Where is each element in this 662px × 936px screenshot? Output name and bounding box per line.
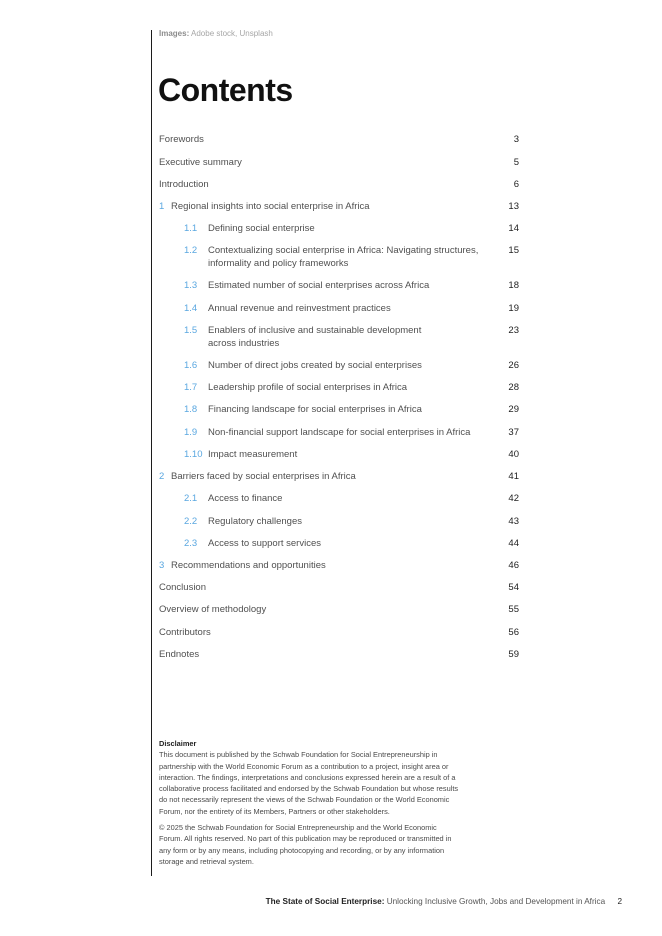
toc-page-number: 59 <box>508 649 519 660</box>
toc-page-number: 37 <box>508 427 519 438</box>
toc-page-number: 56 <box>508 627 519 638</box>
toc-item-1-10[interactable] <box>159 448 519 461</box>
toc-section-number: 1.7 <box>184 382 198 393</box>
toc-item-label: Estimated number of social enterprises across Africa <box>208 280 430 291</box>
toc-page-number: 14 <box>508 223 519 234</box>
toc-item-2-3[interactable] <box>159 537 519 550</box>
toc-item-1-8[interactable] <box>159 403 519 416</box>
page-footer <box>266 897 622 906</box>
disclaimer-body: This document is published by the Schwab Foundation for Social Entrepreneurship in partnership with the World Economic Forum as a contribution to a project, insight area or interaction. The findings, interpretations and conclusions expressed herein are a result of a collaborative process facilitated and endorsed by the Schwab Foundation but whose results do not necessarily represent the views of the Schwab Foundation or the World Economic Forum, nor the entirety of its Members, Partners or other stakeholders. <box>159 750 459 816</box>
toc-item-label: Number of direct jobs created by social enterprises <box>208 360 422 371</box>
toc-section-number: 1.6 <box>184 360 198 371</box>
toc-item-section-3[interactable] <box>159 559 519 572</box>
toc-page-number: 43 <box>508 516 519 527</box>
toc-item-label: Access to support services <box>208 538 321 549</box>
toc-item-methodology[interactable] <box>159 603 519 616</box>
toc-page-number: 44 <box>508 538 519 549</box>
toc-item-1-2[interactable] <box>159 244 519 270</box>
toc-item-label: Contextualizing social enterprise in Africa: Navigating structures, informality and policy frameworks <box>208 245 479 269</box>
toc-section-number: 2.3 <box>184 538 198 549</box>
toc-page-number: 13 <box>508 201 519 212</box>
left-rule <box>151 30 152 876</box>
toc-page-number: 26 <box>508 360 519 371</box>
toc-section-number: 1.9 <box>184 427 198 438</box>
toc-page-number: 6 <box>513 179 519 190</box>
toc-item-1-9[interactable] <box>159 426 519 439</box>
toc-section-number: 1 <box>159 201 165 212</box>
toc-page-number: 15 <box>508 245 519 256</box>
toc-page-number: 42 <box>508 493 519 504</box>
toc-item-forewords[interactable] <box>159 133 519 146</box>
toc-item-contributors[interactable] <box>159 626 519 639</box>
toc-item-1-1[interactable] <box>159 222 519 235</box>
toc-item-section-1[interactable] <box>159 200 519 213</box>
toc-section-number: 1.1 <box>184 223 198 234</box>
toc-page-number: 29 <box>508 404 519 415</box>
footer-page-number: 2 <box>617 897 622 906</box>
toc-page-number: 5 <box>513 157 519 168</box>
toc-item-label: Non-financial support landscape for social enterprises in Africa <box>208 427 471 438</box>
toc-item-label: Executive summary <box>159 157 242 168</box>
toc-section-number: 2.1 <box>184 493 198 504</box>
credits-label: Images: <box>159 29 190 38</box>
toc-item-endnotes[interactable] <box>159 648 519 661</box>
copyright-notice: © 2025 the Schwab Foundation for Social Entrepreneurship and the World Economic Forum. All rights reserved. No part of this publication may be reproduced or transmitted in any form or by any means, including photocopying and recording, or by any information storage and retrieval system. <box>159 823 452 866</box>
toc-section-number: 2 <box>159 471 165 482</box>
footer-title: The State of Social Enterprise: <box>265 897 385 906</box>
toc-item-label: Regional insights into social enterprise in Africa <box>171 201 370 212</box>
toc-item-label: Recommendations and opportunities <box>171 560 326 571</box>
toc-item-label: Financing landscape for social enterprises in Africa <box>208 404 422 415</box>
toc-item-label: Leadership profile of social enterprises in Africa <box>208 382 408 393</box>
toc-page-number: 19 <box>508 303 519 314</box>
toc-section-number: 1.10 <box>184 449 203 460</box>
toc-page-number: 40 <box>508 449 519 460</box>
toc-item-label: Conclusion <box>159 582 206 593</box>
toc-page-number: 41 <box>508 471 519 482</box>
toc-page-number: 3 <box>513 134 519 145</box>
toc-item-label: Regulatory challenges <box>208 516 303 527</box>
footer-subtitle: Unlocking Inclusive Growth, Jobs and Development in Africa <box>386 897 606 906</box>
toc-item-label: Barriers faced by social enterprises in Africa <box>171 471 356 482</box>
toc-page-number: 23 <box>508 325 519 336</box>
toc-section-number: 1.2 <box>184 245 198 256</box>
toc-item-2-2[interactable] <box>159 515 519 528</box>
disclaimer-heading: Disclaimer <box>159 739 197 748</box>
toc-item-2-1[interactable] <box>159 492 519 505</box>
toc-item-conclusion[interactable] <box>159 581 519 594</box>
toc-page-number: 54 <box>508 582 519 593</box>
toc-page-number: 55 <box>508 604 519 615</box>
toc-item-executive-summary[interactable] <box>159 156 519 169</box>
toc-section-number: 1.3 <box>184 280 198 291</box>
toc-item-1-3[interactable] <box>159 279 519 292</box>
toc-section-number: 1.8 <box>184 404 198 415</box>
toc-item-label: Enablers of inclusive and sustainable development across industries <box>208 325 422 349</box>
toc-item-1-5[interactable] <box>159 324 519 350</box>
toc-item-label: Endnotes <box>159 649 200 660</box>
toc-section-number: 1.5 <box>184 325 198 336</box>
toc-section-number: 2.2 <box>184 516 198 527</box>
toc-page-number: 28 <box>508 382 519 393</box>
toc-item-introduction[interactable] <box>159 178 519 191</box>
toc-item-1-4[interactable] <box>159 302 519 315</box>
toc-item-label: Access to finance <box>208 493 283 504</box>
toc-item-1-6[interactable] <box>159 359 519 372</box>
toc-section-number: 3 <box>159 560 165 571</box>
toc-item-label: Contributors <box>159 627 211 638</box>
toc-item-label: Forewords <box>159 134 204 145</box>
image-credits <box>159 29 273 38</box>
page-title: Contents <box>158 72 293 108</box>
toc-page-number: 18 <box>508 280 519 291</box>
toc-item-label: Impact measurement <box>208 449 298 460</box>
toc-item-label: Overview of methodology <box>159 604 267 615</box>
toc-item-label: Defining social enterprise <box>208 223 315 234</box>
toc-page-number: 46 <box>508 560 519 571</box>
toc-section-number: 1.4 <box>184 303 198 314</box>
toc-item-section-2[interactable] <box>159 470 519 483</box>
toc-item-label: Annual revenue and reinvestment practices <box>208 303 391 314</box>
toc-item-label: Introduction <box>159 179 209 190</box>
disclaimer <box>159 738 459 872</box>
toc-item-1-7[interactable] <box>159 381 519 394</box>
credits-text: Adobe stock, Unsplash <box>191 29 273 38</box>
